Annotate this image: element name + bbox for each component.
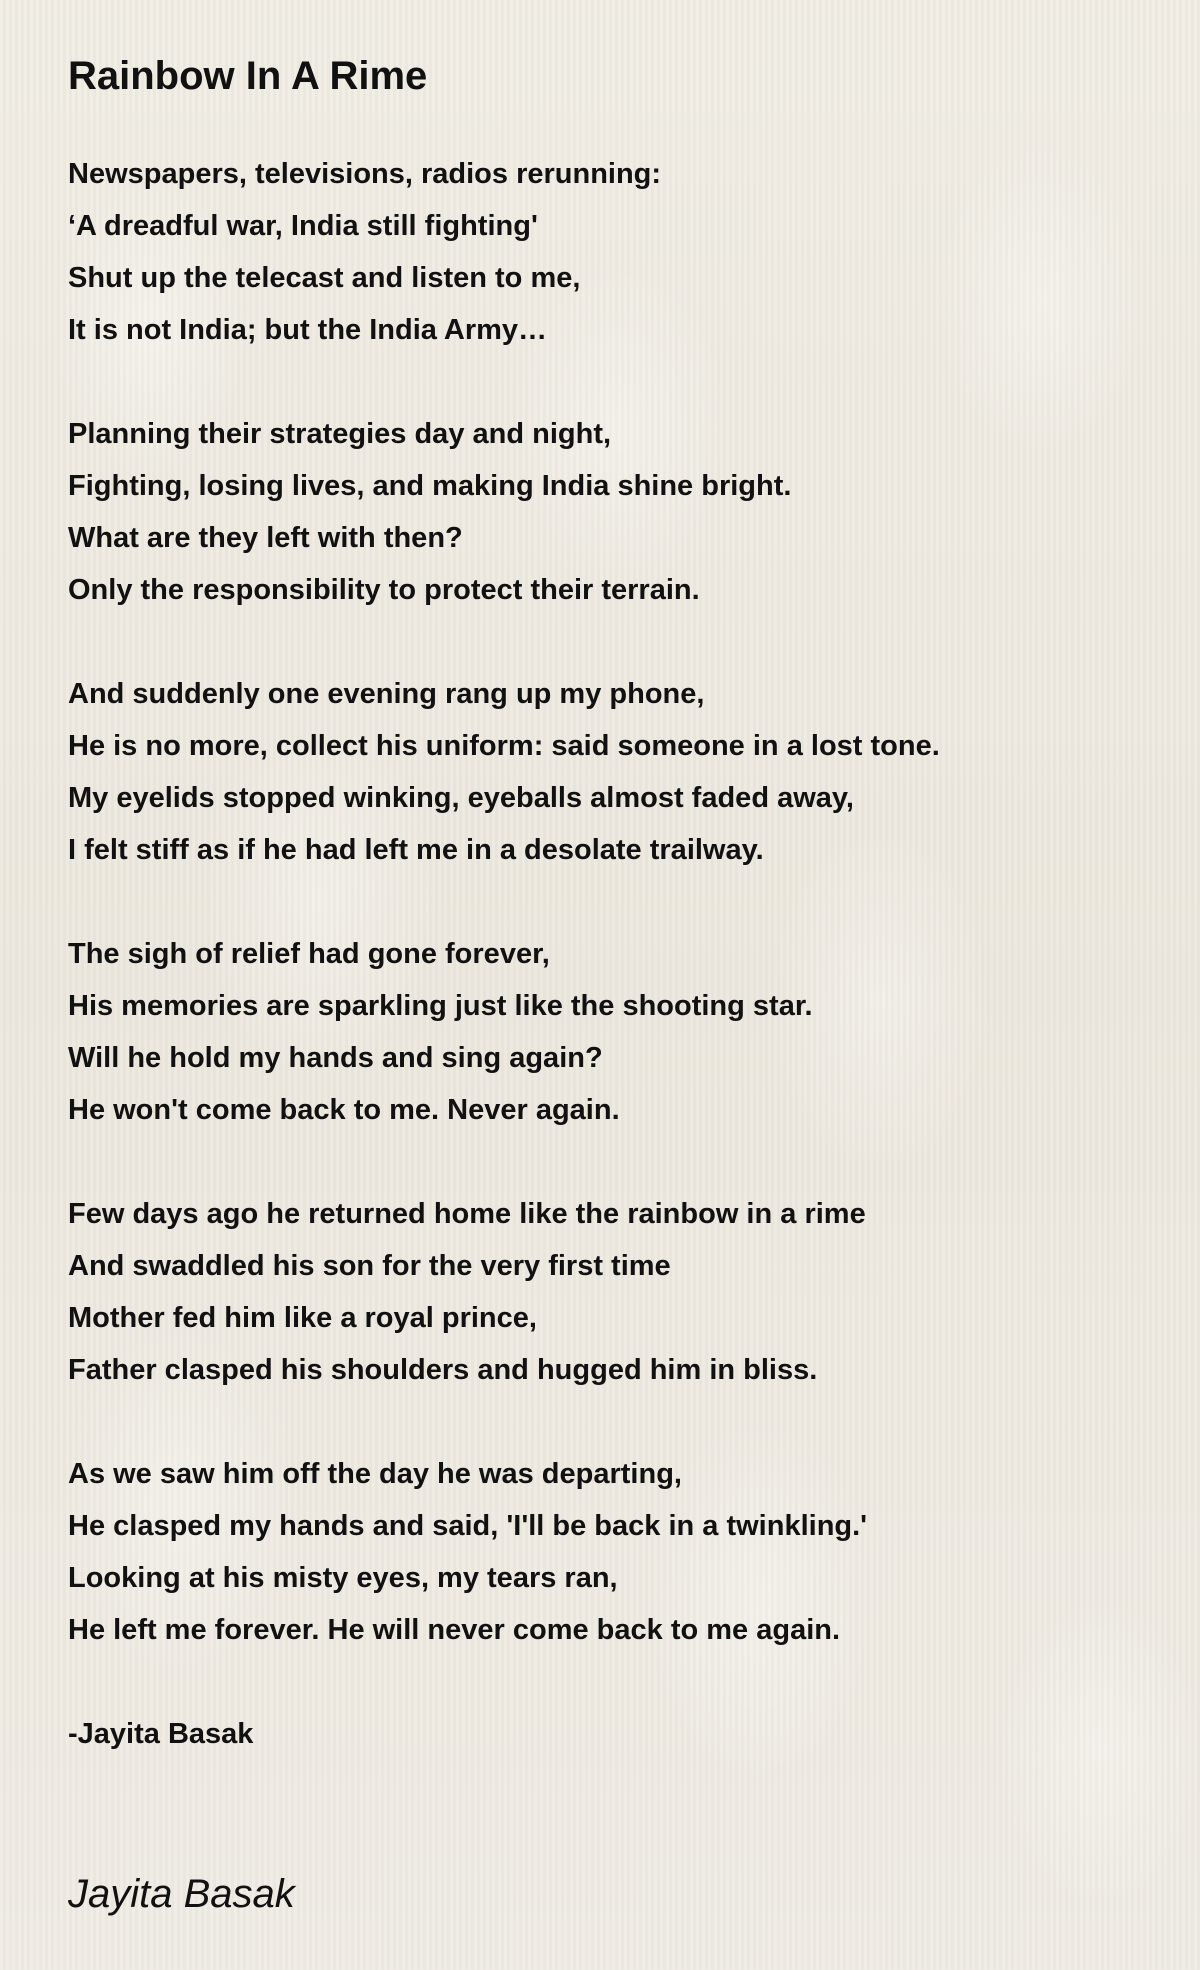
stanza xyxy=(68,1448,1158,1656)
poem-line: Fighting, losing lives, and making India shine bright. xyxy=(68,470,792,502)
poem-title: Rainbow In A Rime xyxy=(68,54,428,98)
poem-line: What are they left with then? xyxy=(68,522,463,554)
stanza xyxy=(68,928,1158,1136)
poem-line: It is not India; but the India Army… xyxy=(68,314,548,346)
poem-line: My eyelids stopped winking, eyeballs almost faded away, xyxy=(68,782,854,814)
author-name: Jayita Basak xyxy=(68,1872,295,1916)
poem-line: He is no more, collect his uniform: said someone in a lost tone. xyxy=(68,730,940,762)
poem-line: And swaddled his son for the very first time xyxy=(68,1250,671,1282)
poem-line: Only the responsibility to protect their terrain. xyxy=(68,574,700,606)
poem-line: As we saw him off the day he was departing, xyxy=(68,1458,682,1490)
poem-line: Will he hold my hands and sing again? xyxy=(68,1042,603,1074)
poem-line: Shut up the telecast and listen to me, xyxy=(68,262,581,294)
stanza xyxy=(68,148,1158,356)
poem-body xyxy=(68,148,1158,1760)
poem-line: Planning their strategies day and night, xyxy=(68,418,612,450)
poem-line: And suddenly one evening rang up my phone, xyxy=(68,678,705,710)
poem-line: Mother fed him like a royal prince, xyxy=(68,1302,537,1334)
poem-line: He left me forever. He will never come back to me again. xyxy=(68,1614,841,1646)
poem-line: He won't come back to me. Never again. xyxy=(68,1094,620,1126)
poem-line: He clasped my hands and said, 'I'll be back in a twinkling.' xyxy=(68,1510,868,1542)
stanza xyxy=(68,668,1158,876)
poem-line: Father clasped his shoulders and hugged him in bliss. xyxy=(68,1354,818,1386)
stanza xyxy=(68,1188,1158,1396)
poem-line: His memories are sparkling just like the shooting star. xyxy=(68,990,813,1022)
poem-line: ‘A dreadful war, India still fighting' xyxy=(68,210,538,242)
poem-line: I felt stiff as if he had left me in a desolate trailway. xyxy=(68,834,764,866)
poem-line: Newspapers, televisions, radios rerunning: xyxy=(68,158,662,190)
stanza xyxy=(68,408,1158,616)
poem-line: Few days ago he returned home like the rainbow in a rime xyxy=(68,1198,866,1230)
poem-line: Looking at his misty eyes, my tears ran, xyxy=(68,1562,618,1594)
poem-line: The sigh of relief had gone forever, xyxy=(68,938,550,970)
poem-signature: -Jayita Basak xyxy=(68,1718,254,1750)
